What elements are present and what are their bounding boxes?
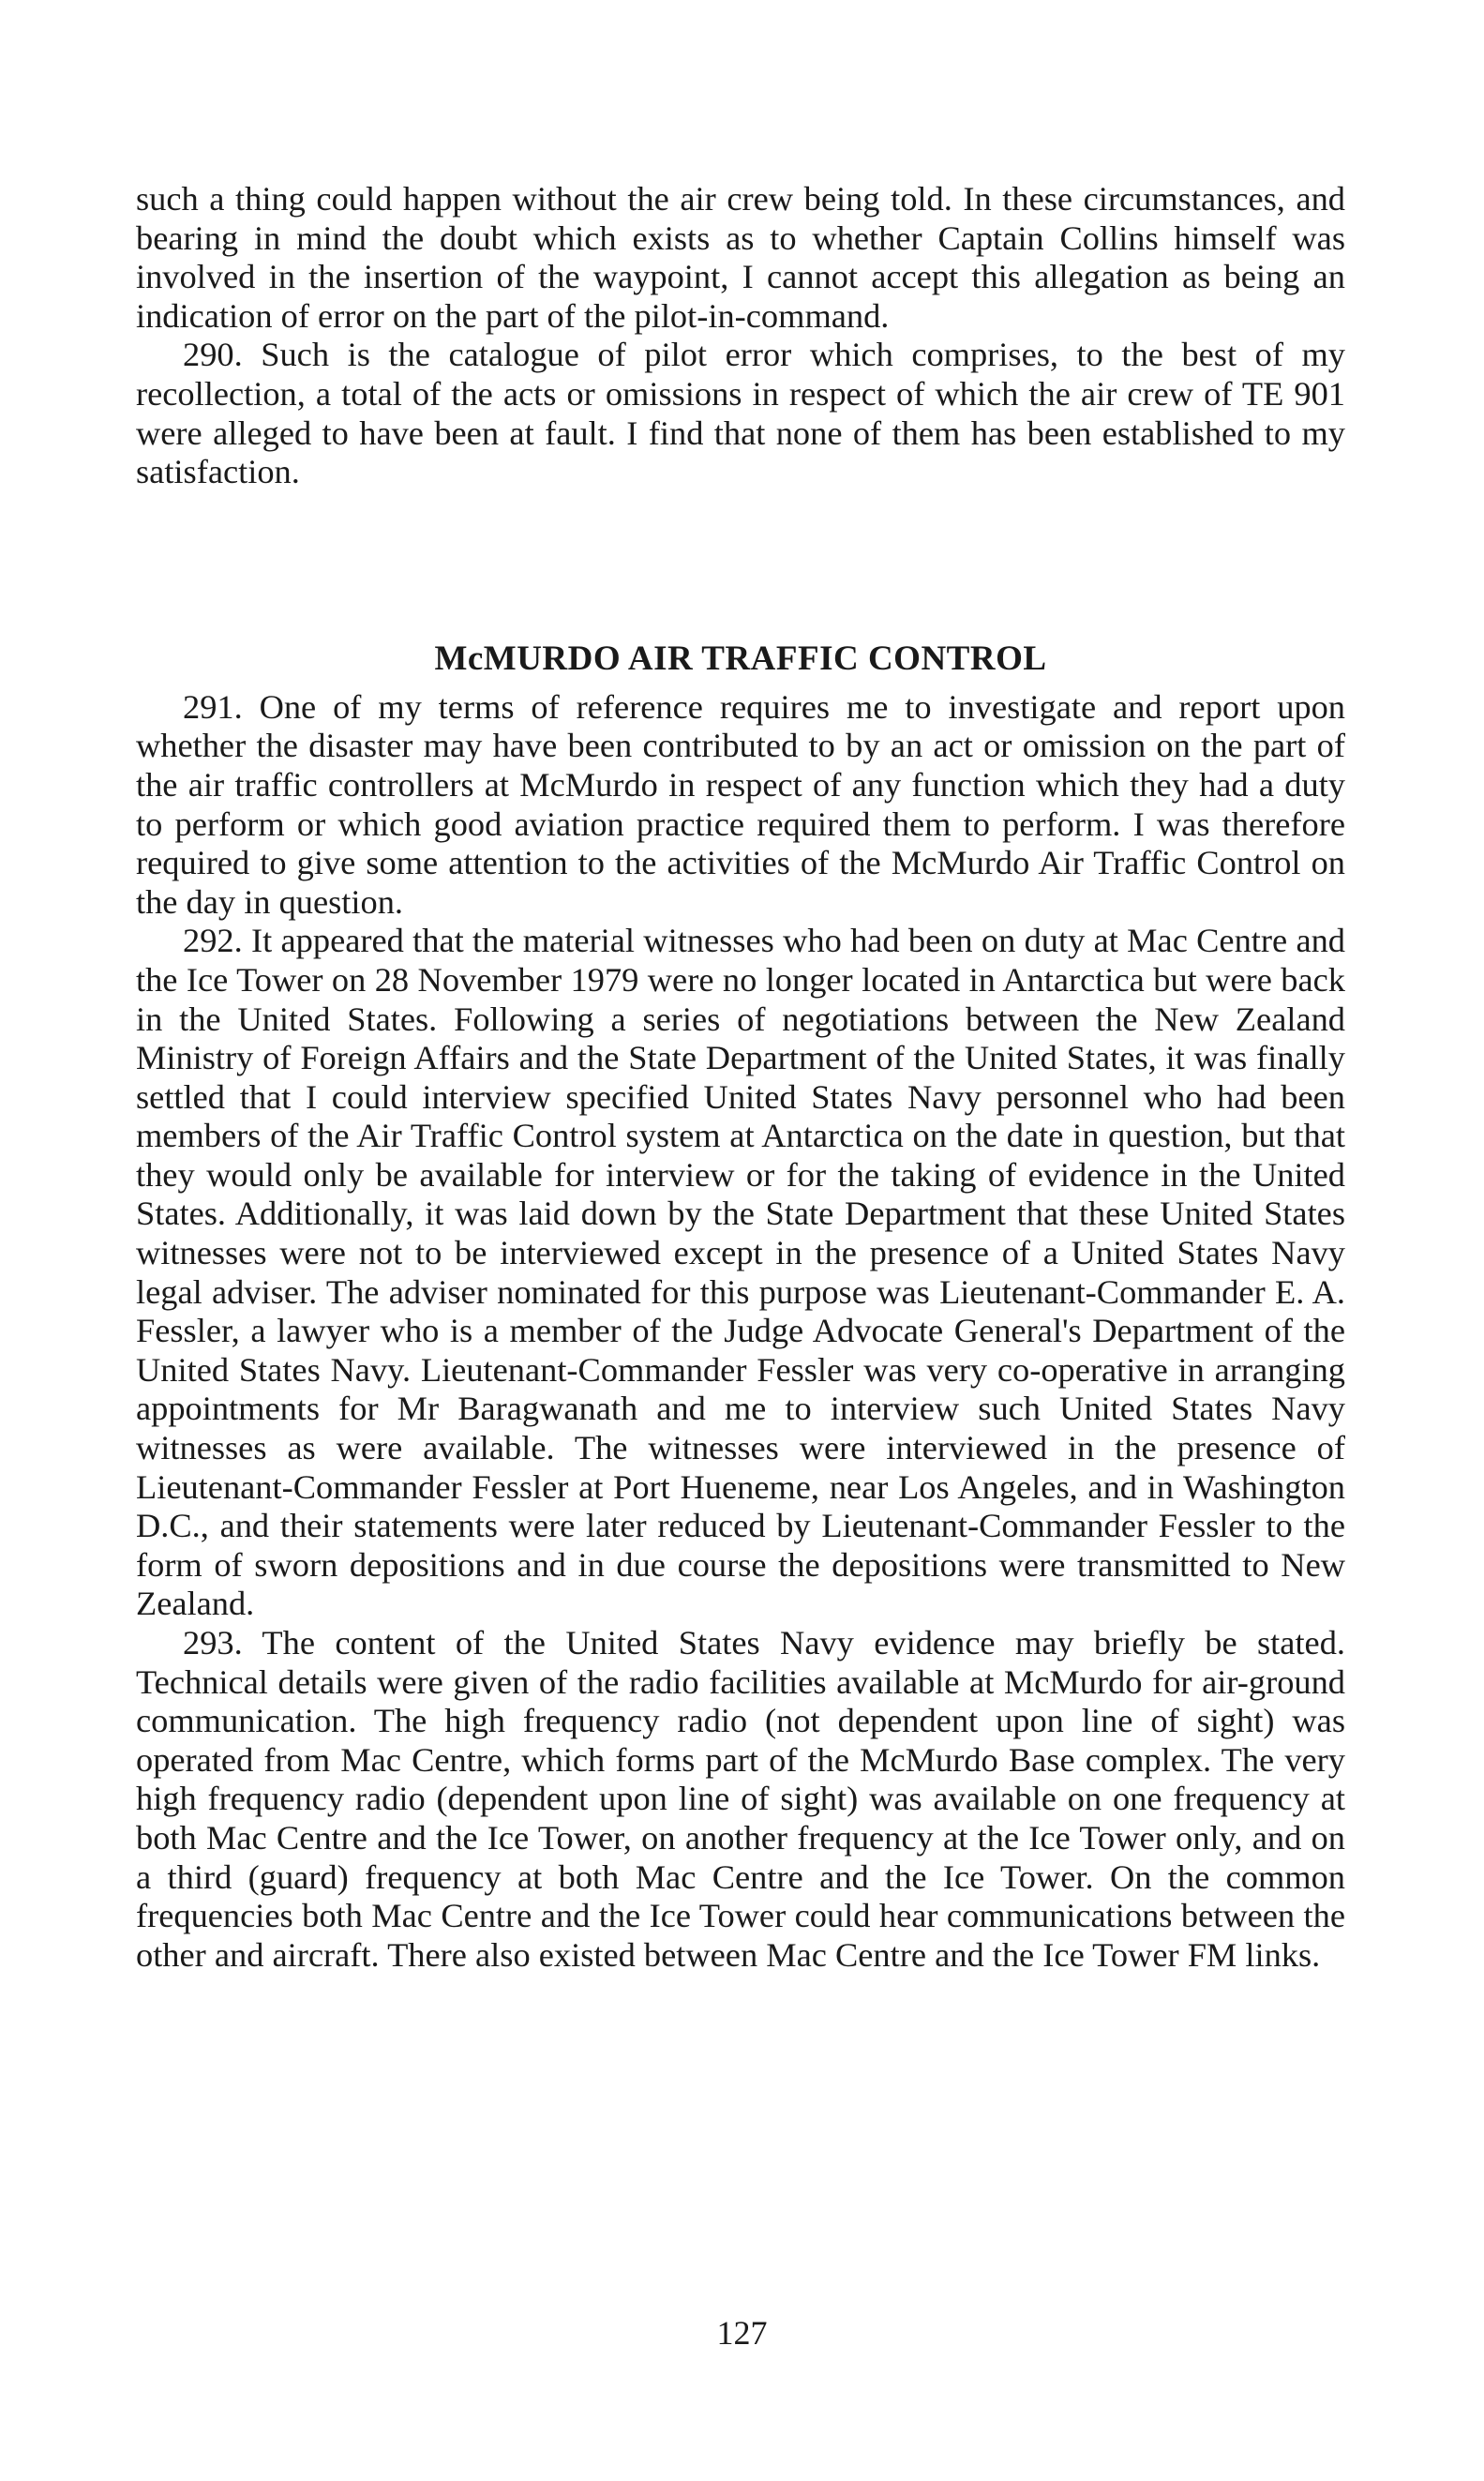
section-heading: McMURDO AIR TRAFFIC CONTROL — [434, 639, 1047, 678]
document-page — [136, 180, 1345, 1975]
paragraph-290: 290. Such is the catalogue of pilot error which comprises, to the best of my recollection, a total of the acts or omissions in respect of which the air crew of TE 901 were alleged to have been at fault. I find that none of them has been established to my satisfaction. — [136, 336, 1345, 491]
page-number: 127 — [716, 2314, 768, 2352]
paragraph-293: 293. The content of the United States Navy evidence may briefly be stated. Technical details were given of the radio facilities available at McMurdo for air-ground communication. The high frequency radio (not dependent upon line of sight) was operated from Mac Centre, which forms part of the McMurdo Base complex. The very high frequency radio (dependent upon line of sight) was available on one frequency at both Mac Centre and the Ice Tower, on another frequency at the Ice Tower only, and on a third (guard) frequency at both Mac Centre and the Ice Tower. On the common frequencies both Mac Centre and the Ice Tower could hear communications between the other and aircraft. There also existed between Mac Centre and the Ice Tower FM links. — [136, 1624, 1345, 1974]
paragraph-291: 291. One of my terms of reference requires me to investigate and report upon whether the disaster may have been contributed to by an act or omission on the part of the air traffic controllers at McMurdo in respect of any function which they had a duty to perform or which good aviation practice required them to perform. I was therefore required to give some attention to the activities of the McMurdo Air Traffic Control on the day in question. — [136, 687, 1345, 921]
opening-paragraph: such a thing could happen without the air crew being told. In these circumstances, and bearing in mind the doubt which exists as to whether Captain Collins himself was involved in the insertion of the waypoint, I cannot accept this allegation as being an indication of error on the part of the pilot-in-command. — [136, 180, 1345, 335]
paragraph-292: 292. It appeared that the material witnesses who had been on duty at Mac Centre and the Ice Tower on 28 November 1979 were no longer located in Antarctica but were back in the United States. Following a series of negotiations between the New Zealand Ministry of Foreign Affairs and the State Department of the United States, it was finally settled that I could interview specified United States Navy personnel who had been members of the Air Traffic Control system at Antarctica on the date in question, but that they would only be available for interview or for the taking of evidence in the United States. Additionally, it was laid down by the State Department that these United States witnesses were not to be interviewed except in the presence of a United States Navy legal adviser. The adviser nominated for this purpose was Lieutenant-Commander E. A. Fessler, a lawyer who is a member of the Judge Advocate General's Department of the United States Navy. Lieutenant-Commander Fessler was very co-operative in arranging appointments for Mr Baragwanath and me to interview such United States Navy witnesses as were available. The witnesses were interviewed in the presence of Lieutenant-Commander Fessler at Port Hueneme, near Los Angeles, and in Washington D.C., and their statements were later reduced by Lieutenant-Commander Fessler to the form of sworn depositions and in due course the depositions were transmitted to New Zealand. — [136, 922, 1345, 1623]
